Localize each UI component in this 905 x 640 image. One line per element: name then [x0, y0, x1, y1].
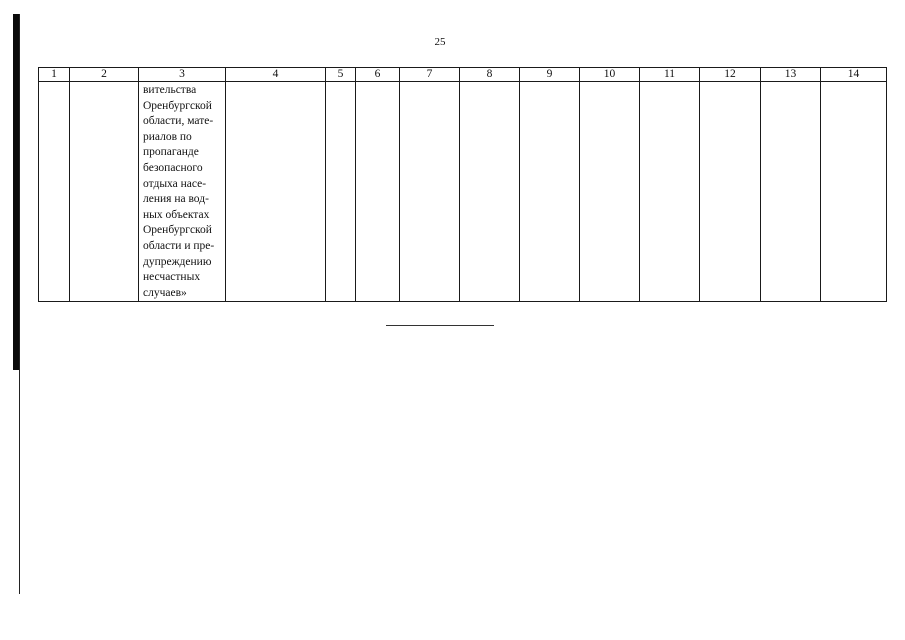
page-number: 25 — [434, 36, 446, 48]
text-line: пропаганде — [143, 146, 199, 159]
text-line: несчастных — [143, 271, 201, 284]
column-header-13: 13 — [761, 68, 821, 82]
document-table — [38, 67, 887, 302]
cell-col-13 — [761, 82, 821, 302]
text-line: риалов по — [143, 130, 192, 143]
cell-col-5 — [326, 82, 356, 302]
cell-col-10 — [580, 82, 640, 302]
text-line: Оренбургской — [143, 99, 212, 112]
cell-col-4 — [226, 82, 326, 302]
column-header-10: 10 — [580, 68, 640, 82]
cell-col-2 — [70, 82, 139, 302]
footer-rule — [386, 325, 494, 326]
column-header-12: 12 — [700, 68, 761, 82]
text-line: Оренбургской — [143, 224, 212, 237]
text-line: ления на вод- — [143, 193, 209, 206]
text-line: вительства — [143, 84, 197, 96]
cell-col-14 — [821, 82, 887, 302]
text-line: дупреждению — [143, 255, 212, 268]
cell-col-6 — [356, 82, 400, 302]
column-header-5: 5 — [326, 68, 356, 82]
cell-col-8 — [460, 82, 520, 302]
column-header-11: 11 — [640, 68, 700, 82]
cell-col-7 — [400, 82, 460, 302]
text-line: безопасного — [143, 161, 203, 174]
cell-col-3-text — [139, 82, 225, 301]
text-line: случаев» — [143, 286, 187, 299]
cell-col-12 — [700, 82, 761, 302]
column-header-1: 1 — [39, 68, 70, 82]
cell-col-9 — [520, 82, 580, 302]
table-header-row — [39, 68, 887, 82]
text-line: ных объектах — [143, 208, 210, 221]
left-margin-line — [19, 14, 20, 594]
column-header-6: 6 — [356, 68, 400, 82]
text-line: области и пре- — [143, 239, 215, 252]
cell-col-3 — [139, 82, 226, 302]
column-header-3: 3 — [139, 68, 226, 82]
column-header-14: 14 — [821, 68, 887, 82]
cell-col-1 — [39, 82, 70, 302]
cell-col-11 — [640, 82, 700, 302]
column-header-4: 4 — [226, 68, 326, 82]
column-header-8: 8 — [460, 68, 520, 82]
column-header-2: 2 — [70, 68, 139, 82]
text-line: отдыха насе- — [143, 177, 207, 190]
column-header-9: 9 — [520, 68, 580, 82]
text-line: области, мате- — [143, 115, 214, 128]
table-row — [39, 82, 887, 302]
column-header-7: 7 — [400, 68, 460, 82]
